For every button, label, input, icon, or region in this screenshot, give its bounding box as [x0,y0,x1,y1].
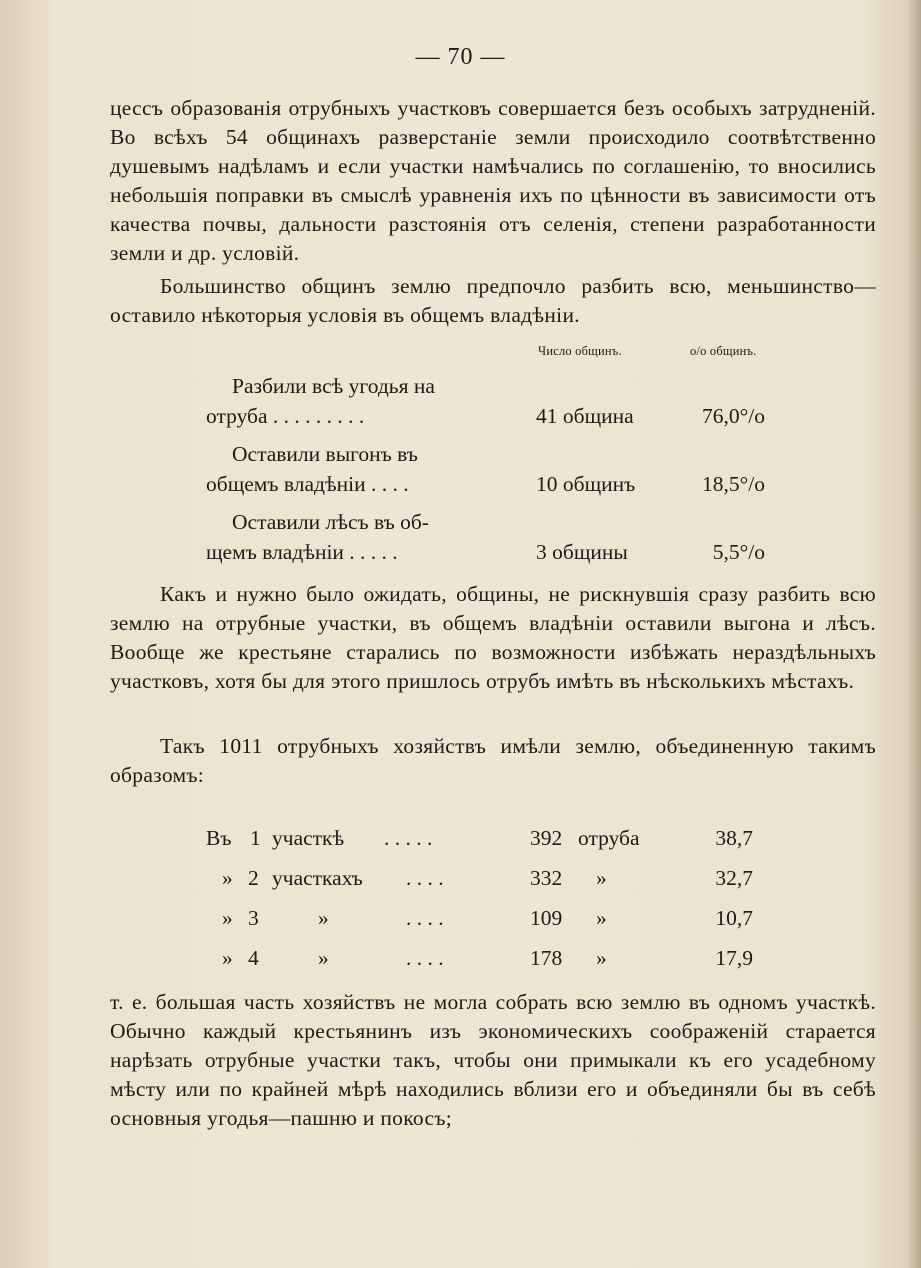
row-prefix: » [222,906,233,930]
row-leader-dots: . . . . . [384,826,433,850]
row-value: 38,7 [715,826,753,850]
row-leader-dots: . . . . [406,866,444,890]
row-count: 3 общины [536,540,628,564]
row-word: участкѣ [272,826,345,850]
row-unit: отруба [578,826,640,850]
row-value: 17,9 [715,946,753,970]
row-percent: 18,5°/о [702,472,765,496]
paragraph-5: т. е. большая часть хозяйствъ не могла собрать всю землю въ одномъ участкѣ. Обычно каждый крестьянинъ изъ экономическихъ соображеній старается нарѣзать отрубные участки такъ, чтобы они примыкали къ его усадебному мѣсту или по крайней мѣрѣ находились вблизи его и объединяли бы въ себѣ основныя угодья—пашню и покосъ; [110,990,876,1130]
paragraph-3: Какъ и нужно было ожидать, общины, не рискнувшія сразу разбить всю землю на отрубные участки, въ общемъ владѣніи оставили выгона и лѣсъ. Вообще же крестьяне старались по возможности избѣжать нераздѣльныхъ участковъ, хотя бы для этого пришлось отрубъ имѣть въ нѣсколькихъ мѣстахъ. [110,582,876,693]
row-count: 10 общинъ [536,472,636,496]
row-unit: » [596,866,607,890]
row-prefix: » [222,946,233,970]
row-unit: » [596,946,607,970]
row-count: 332 [530,866,563,890]
row-count: 41 община [536,404,634,428]
table2-row [0,866,921,896]
row-label-line2: щемъ владѣніи . . . . . [206,540,398,564]
row-label-line2: отруба . . . . . . . . . [206,404,365,428]
row-label-line2: общемъ владѣніи . . . . [206,472,409,496]
row-word: » [318,946,329,970]
row-percent: 5,5°/о [712,540,765,564]
row-number: 4 [248,946,259,970]
table1-header-percent: о/о общинъ. [690,344,757,358]
row-count: 178 [530,946,563,970]
row-leader-dots: . . . . [406,906,444,930]
row-leader-dots: . . . . [406,946,444,970]
row-prefix: Въ [206,826,232,850]
table1-header-count: Число общинъ. [538,344,622,358]
row-value: 10,7 [715,906,753,930]
row-value: 32,7 [715,866,753,890]
row-prefix: » [222,866,233,890]
paragraph-1: цессъ образованія отрубныхъ участковъ совершается безъ особыхъ затрудненій. Во всѣхъ 54 общинахъ разверстаніе земли происходило соотвѣтственно душевымъ надѣламъ и если участки намѣчались по соглашенію, то вносились небольшія поправки въ смыслѣ уравненія ихъ по цѣнности въ зависимости отъ качества почвы, дальности разстоянія отъ селенія, степени разработанности земли и др. условій. [110,96,876,265]
paragraph-4: Такъ 1011 отрубныхъ хозяйствъ имѣли землю, объединенную такимъ образомъ: [110,734,876,787]
table2-row [0,826,921,856]
table2-row [0,946,921,976]
row-count: 109 [530,906,563,930]
table2-row [0,906,921,936]
row-percent: 76,0°/о [702,404,765,428]
row-word: участкахъ [272,866,363,890]
row-number: 3 [248,906,259,930]
row-label-line1: Разбили всѣ угодья на [232,374,435,398]
paragraph-2: Большинство общинъ землю предпочло разбить всю, меньшинство—оставило нѣкоторыя условія въ общемъ владѣніи. [110,274,876,327]
row-count: 392 [530,826,563,850]
page-number: — 70 — [415,44,506,70]
row-number: 1 [250,826,261,850]
row-label-line1: Оставили выгонъ въ [232,442,418,466]
row-word: » [318,906,329,930]
row-label-line1: Оставили лѣсъ въ об- [232,510,429,534]
row-unit: » [596,906,607,930]
row-number: 2 [248,866,259,890]
page-edge-shadow [907,0,921,1268]
